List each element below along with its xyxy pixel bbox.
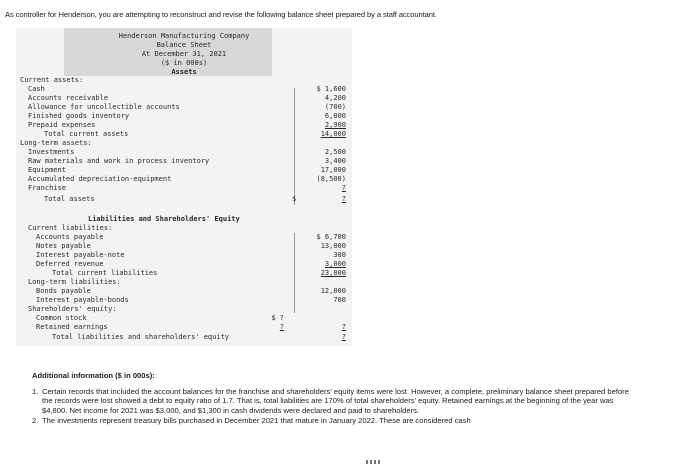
- balance-sheet: [16, 28, 352, 346]
- more-content-indicator: [366, 460, 380, 464]
- additional-information: [32, 371, 632, 426]
- long-term-liabilities-heading: Long-term liabilities:: [28, 278, 121, 286]
- problem-prompt: As controller for Henderson, you are attempting to reconstruct and revise the following balance sheet prepared by a staff accountant.: [5, 10, 437, 19]
- additional-info-item-1: 1. Certain records that included the account balances for the franchise and shareholders' equity items were lost. However, a complete, preliminary balance sheet prepared before the records were lost showed a debt to equity ratio of 1.7. That is, total liabilities are 170% of total shareholders' equity. Retained earnings at the beginning of the year was $4,800. Net income for 2021 was $3,000, and $1,300 in cash dividends were declared and paid to shareholders.: [32, 386, 629, 415]
- common-stock-row: Common stock $ ?: [36, 314, 284, 322]
- finished-goods-row: Finished goods inventory 6,000: [28, 112, 346, 120]
- statement-date: At December 31, 2021: [141, 50, 227, 58]
- total-current-liabilities-row: Total current liabilities 23,000: [52, 269, 346, 277]
- cash-row: Cash $ 1,600: [28, 85, 346, 93]
- interest-payable-note-row: Interest payable-note 300: [36, 251, 346, 259]
- additional-information-title: Additional information ($ in 000s):: [32, 371, 155, 380]
- company-name: Henderson Manufacturing Company: [118, 32, 250, 40]
- interest-payable-bonds-row: Interest payable-bonds 700: [36, 296, 346, 304]
- raw-materials-row: Raw materials and work in process inventory 3,400: [28, 157, 346, 165]
- liabilities-equity-heading: Liabilities and Shareholders' Equity: [88, 215, 240, 223]
- equipment-row: Equipment 17,000: [28, 166, 346, 174]
- accumulated-depreciation-row: Accumulated depreciation-equipment (8,500): [28, 175, 346, 183]
- allowance-row: Allowance for uncollectible accounts (700): [28, 103, 346, 111]
- shareholders-equity-heading: Shareholders' equity:: [28, 305, 117, 313]
- total-assets-row: Total assets $ ?: [44, 195, 346, 203]
- statement-units: ($ in 000s): [160, 59, 208, 67]
- bonds-payable-row: Bonds payable 12,000: [36, 287, 346, 295]
- accounts-payable-row: Accounts payable $ 6,700: [36, 233, 346, 241]
- current-liabilities-heading: Current liabilities:: [28, 224, 113, 232]
- deferred-revenue-row: Deferred revenue 3,000: [36, 260, 346, 268]
- additional-info-item-2: 2. The investments represent treasury bills purchased in December 2021 that mature in January 2022. These are considered cash: [32, 416, 471, 425]
- total-current-assets-row: Total current assets 14,000: [44, 130, 346, 138]
- accounts-receivable-row: Accounts receivable 4,200: [28, 94, 346, 102]
- statement-title: Balance Sheet: [156, 41, 212, 49]
- notes-payable-row: Notes payable 13,000: [36, 242, 346, 250]
- long-term-assets-heading: Long-term assets:: [20, 139, 92, 147]
- retained-earnings-row: Retained earnings ? ?: [36, 323, 346, 331]
- franchise-row: Franchise ?: [28, 184, 346, 192]
- current-assets-heading: Current assets:: [20, 76, 84, 84]
- total-liabilities-equity-row: Total liabilities and shareholders' equity ?: [52, 333, 346, 341]
- assets-heading: Assets: [171, 68, 197, 76]
- prepaid-row: Prepaid expenses 2,900: [28, 121, 346, 129]
- investments-row: Investments 2,500: [28, 148, 346, 156]
